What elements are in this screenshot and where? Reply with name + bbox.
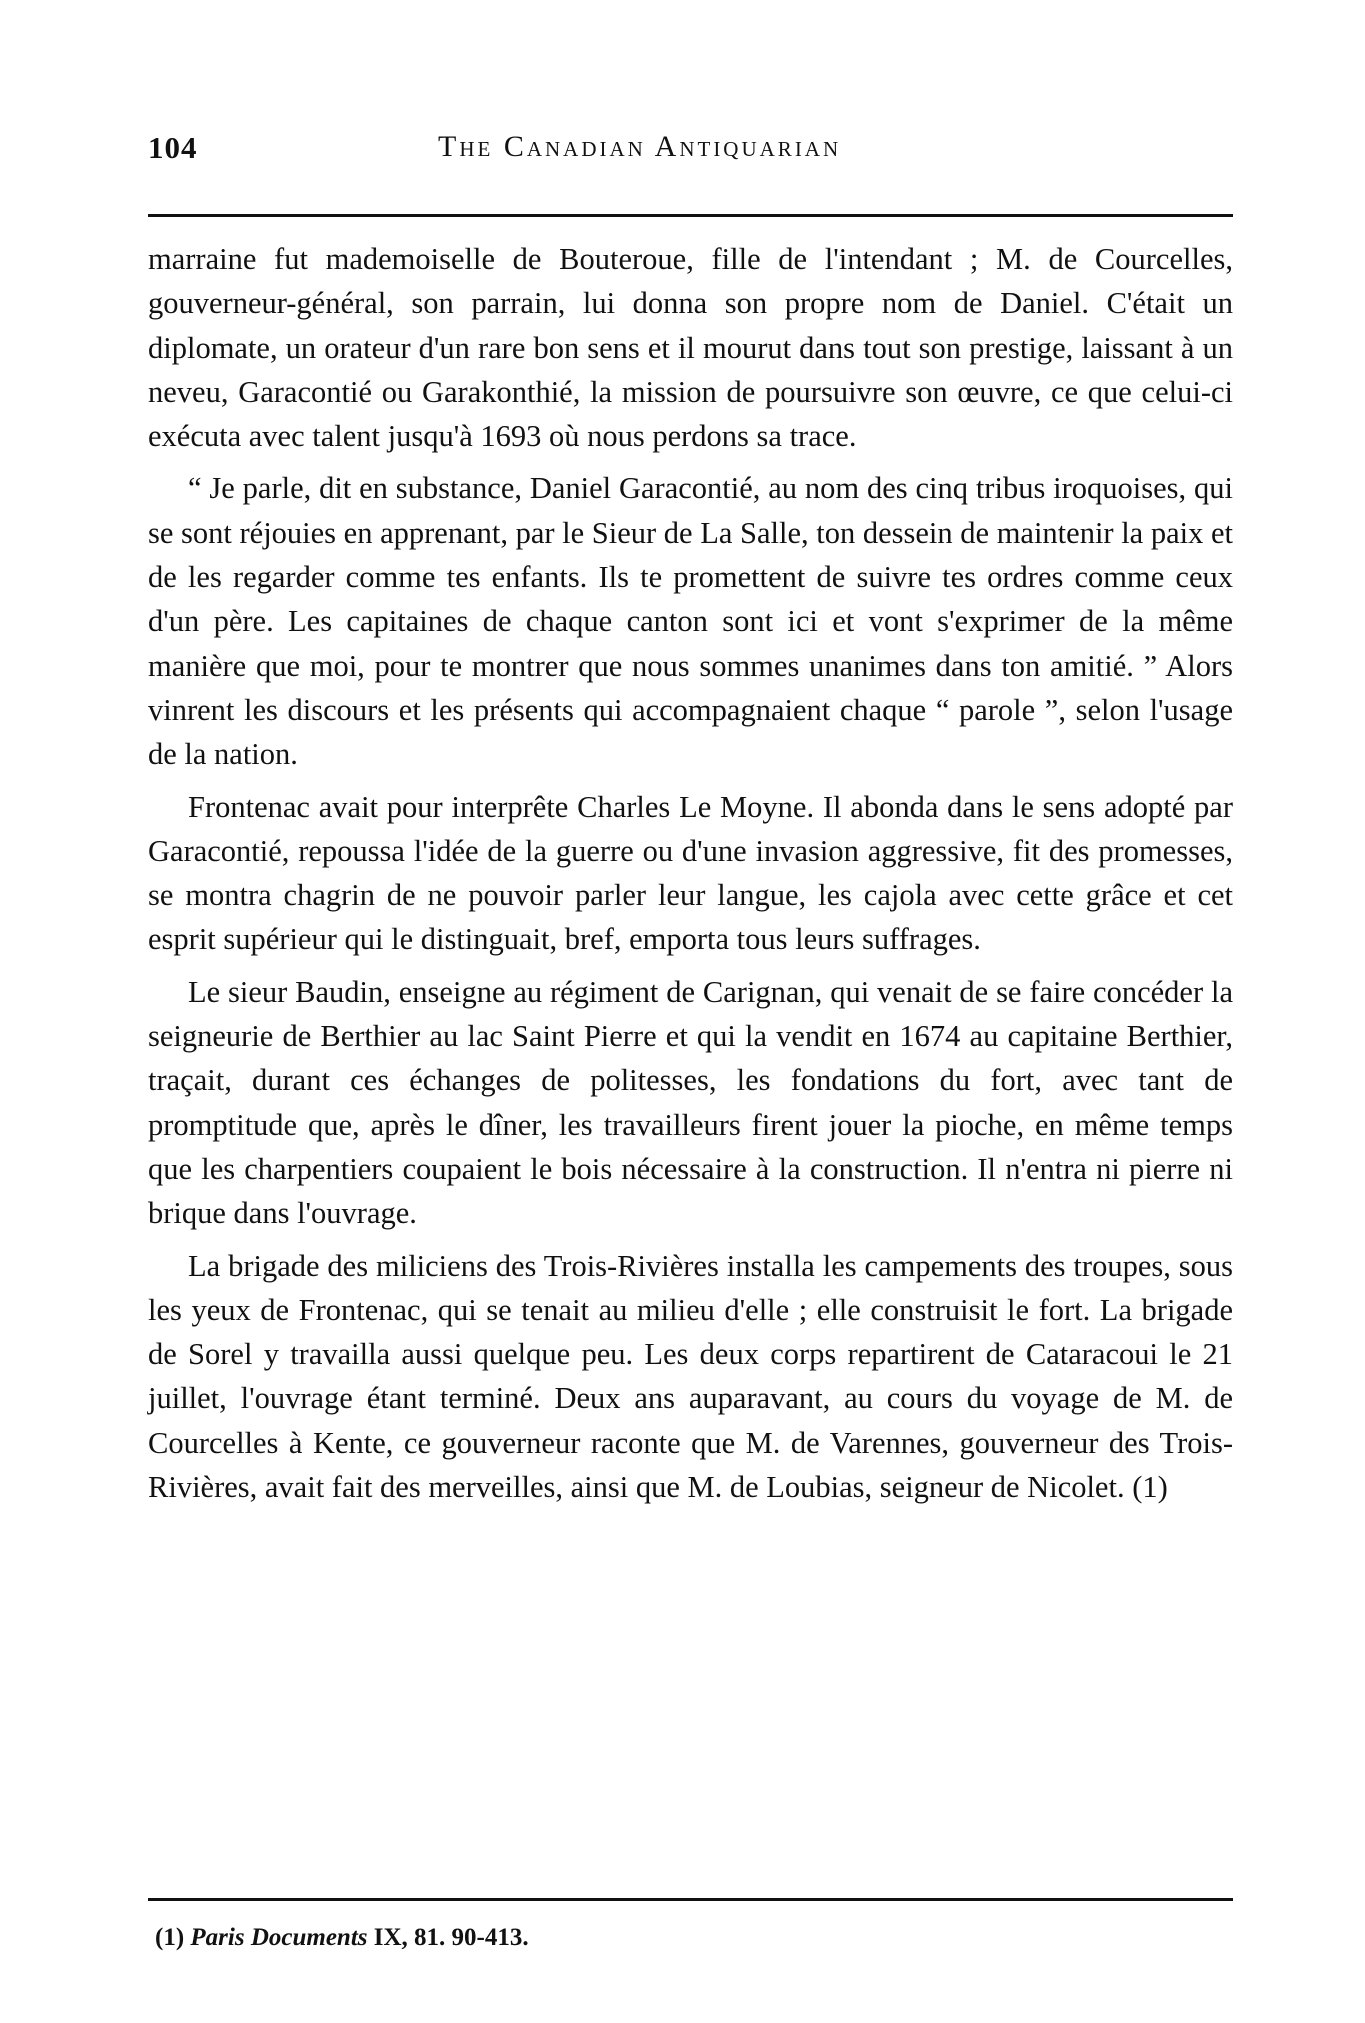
footnote-reference: IX, 81. 90-413. — [373, 1924, 529, 1951]
paragraph-3: Frontenac avait pour interprête Charles Le Moyne. Il abonda dans le sens adopté par Garacontié, repoussa l'idée de la guerre ou d'une invasion aggressive, fit des promesses, se montra chagrin de ne pouvoir parler leur langue, les cajola avec cette grâce et cet esprit supérieur qui le distinguait, bref, emporta tous leurs suffrages. — [148, 789, 1233, 957]
footnote-marker: (1) — [155, 1924, 185, 1951]
footnote-source: Paris Documents — [190, 1924, 368, 1951]
page-number: 104 — [148, 130, 198, 165]
footnote — [155, 1924, 529, 1952]
paragraph-5: La brigade des miliciens des Trois-Rivières installa les campements des troupes, sous les yeux de Frontenac, qui se tenait au milieu d'elle ; elle construisit le fort. La brigade de Sorel y travailla aussi quelque peu. Les deux corps repartirent de Cataracoui le 21 juillet, l'ouvrage étant terminé. Deux ans auparavant, au cours du voyage de M. de Courcelles à Kente, ce gouverneur raconte que M. de Varennes, gouverneur des Trois-Rivières, avait fait des merveilles, ainsi que M. de Loubias, seigneur de Nicolet. (1) — [148, 1248, 1233, 1505]
footnote-rule — [148, 1898, 1233, 1901]
header-rule — [148, 214, 1233, 217]
body-text — [148, 237, 1233, 1517]
page-header — [148, 130, 1233, 170]
paragraph-4: Le sieur Baudin, enseigne au régiment de Carignan, qui venait de se faire concéder la seigneurie de Berthier au lac Saint Pierre et qui la vendit en 1674 au capitaine Berthier, traçait, durant ces échanges de politesses, les fondations du fort, avec tant de promptitude que, après le dîner, les travailleurs firent jouer la pioche, en même temps que les charpentiers coupaient le bois nécessaire à la construction. Il n'entra ni pierre ni brique dans l'ouvrage. — [148, 974, 1233, 1231]
paragraph-2: “ Je parle, dit en substance, Daniel Garacontié, au nom des cinq tribus iroquoises, qui se sont réjouies en apprenant, par le Sieur de La Salle, ton dessein de maintenir la paix et de les regarder comme tes enfants. Ils te promettent de suivre tes ordres comme ceux d'un père. Les capitaines de chaque canton sont ici et vont s'exprimer de la même manière que moi, pour te montrer que nous sommes unanimes dans ton amitié. ” Alors vinrent les discours et les présents qui accompagnaient chaque “ parole ”, selon l'usage de la nation. — [148, 471, 1233, 772]
running-head: The Canadian Antiquarian — [438, 130, 842, 163]
paragraph-1: marraine fut mademoiselle de Bouteroue, fille de l'intendant ; M. de Courcelles, gouverneur-général, son parrain, lui donna son propre nom de Daniel. C'était un diplomate, un orateur d'un rare bon sens et il mourut dans tout son prestige, laissant à un neveu, Garacontié ou Garakonthié, la mission de poursuivre son œuvre, ce que celui-ci exécuta avec talent jusqu'à 1693 où nous perdons sa trace. — [148, 242, 1233, 454]
